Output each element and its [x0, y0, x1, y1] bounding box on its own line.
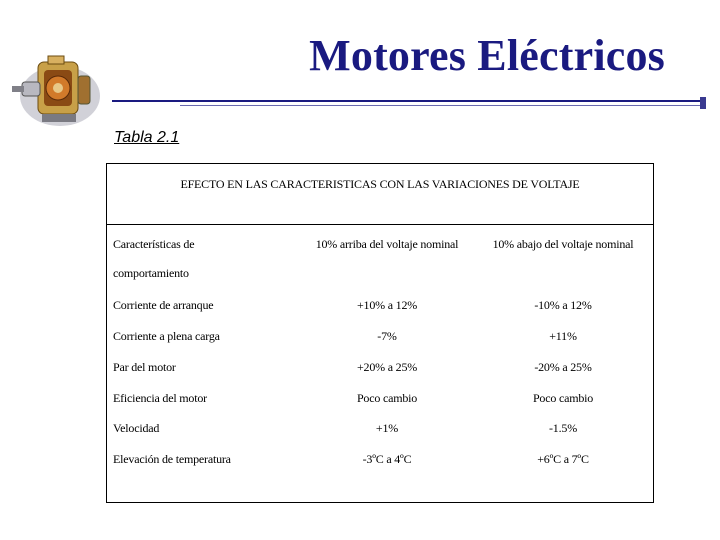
column-header-characteristic: Características de	[113, 237, 195, 251]
cell-above: +20% a 25%	[356, 360, 418, 374]
voltage-effects-table	[106, 163, 654, 503]
title-rule-secondary	[180, 105, 705, 106]
cell-below: -1.5%	[549, 421, 577, 435]
cell-below: -20% a 25%	[534, 360, 592, 374]
cell-above: Poco cambio	[356, 391, 418, 405]
cell-above: +10% a 12%	[356, 298, 418, 312]
electric-motor-icon	[8, 52, 104, 132]
cell-below: -10% a 12%	[534, 298, 592, 312]
rule-end-ornament	[698, 96, 708, 108]
row-label: Corriente de arranque	[113, 298, 214, 312]
table-label: Tabla 2.1	[114, 129, 180, 146]
cell-above: +1%	[375, 421, 399, 435]
page-title: Motores Eléctricos	[309, 31, 665, 80]
column-header-characteristic-cont: comportamiento	[113, 266, 189, 280]
cell-below: Poco cambio	[532, 391, 594, 405]
cell-below: +11%	[549, 329, 577, 343]
cell-above: -7%	[377, 329, 397, 343]
row-label: Eficiencia del motor	[113, 391, 207, 405]
cell-above: -3ºC a 4ºC	[362, 452, 412, 466]
title-rule	[112, 100, 702, 102]
table-divider	[107, 224, 653, 225]
column-header-above: 10% arriba del voltaje nominal	[315, 237, 459, 251]
column-header-below: 10% abajo del voltaje nominal	[492, 237, 634, 251]
table-heading: EFECTO EN LAS CARACTERISTICAS CON LAS VARIACIONES DE VOLTAJE	[180, 177, 580, 191]
cell-below: +6ºC a 7ºC	[537, 452, 589, 466]
row-label: Corriente a plena carga	[113, 329, 220, 343]
row-label: Velocidad	[113, 421, 160, 435]
row-label: Par del motor	[113, 360, 176, 374]
row-label: Elevación de temperatura	[113, 452, 231, 466]
